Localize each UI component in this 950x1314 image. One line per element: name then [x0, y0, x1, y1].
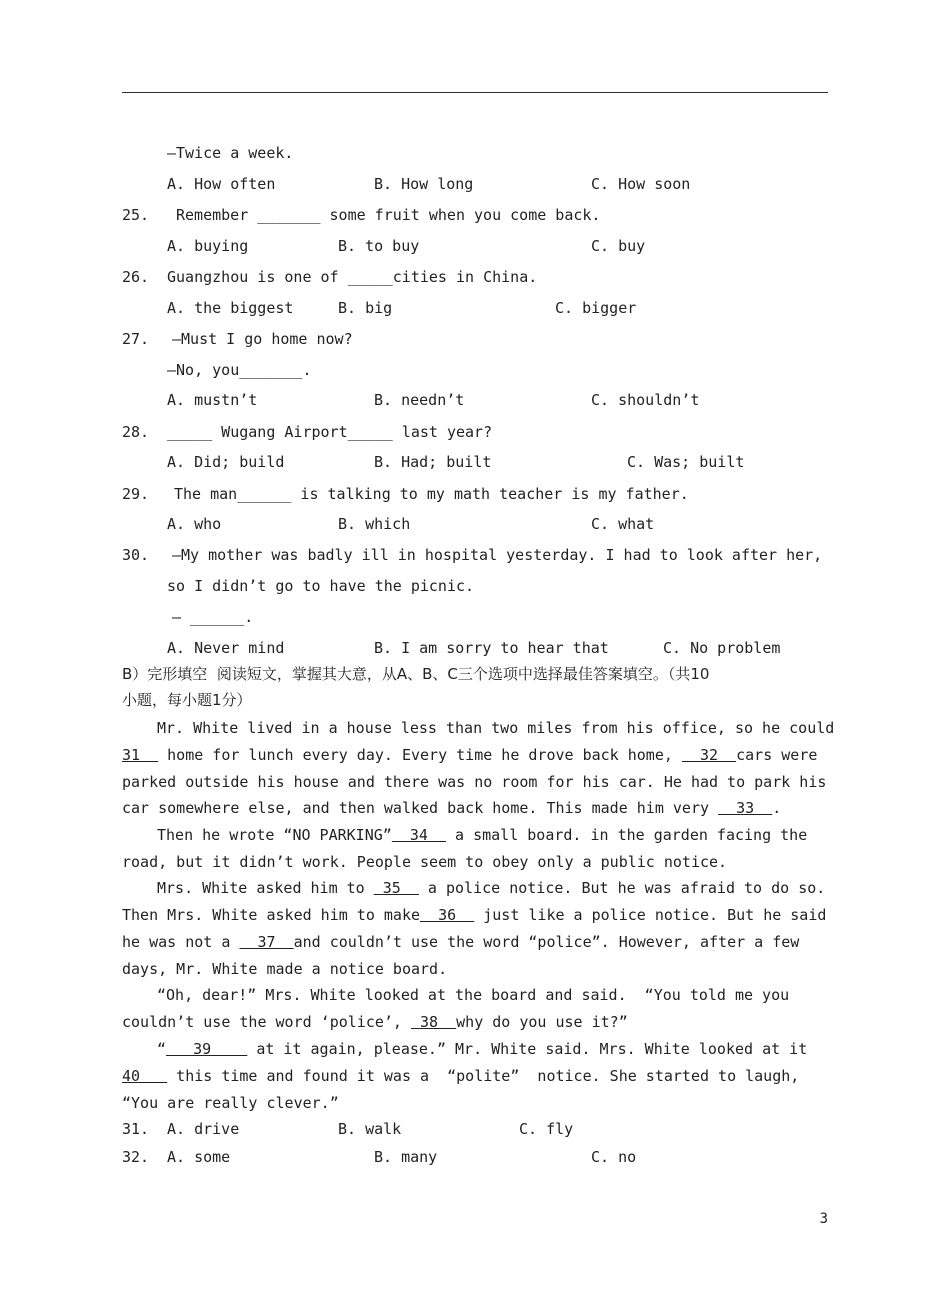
q25-number: 25.: [122, 206, 150, 224]
q25-option-c: C. buy: [591, 237, 646, 255]
q31-option-a: A. drive: [167, 1120, 240, 1138]
q27-option-a: A. mustn’t: [167, 391, 258, 409]
q30-option-c: C. No problem: [663, 639, 781, 657]
passage-p1-line1: Mr. White lived in a house less than two miles from his office, so he could: [157, 719, 835, 737]
q26-option-c: C. bigger: [555, 299, 637, 317]
passage-p3-line4: days, Mr. White made a notice board.: [122, 960, 448, 978]
q25-stem: Remember _______ some fruit when you come back.: [176, 206, 601, 224]
q28-option-b: B. Had; built: [374, 453, 492, 471]
passage-p1-line4: car somewhere else, and then walked back home. This made him very 33 .: [122, 799, 782, 817]
q32-option-c: C. no: [591, 1148, 637, 1166]
q24-answer-line: –Twice a week.: [167, 144, 294, 162]
section-b-instruction-line2: 小题，每小题1分）: [122, 691, 252, 709]
q30-number: 30.: [122, 546, 150, 564]
passage-p5-line3: “You are really clever.”: [122, 1094, 339, 1112]
passage-p4-line1: “Oh, dear!” Mrs. White looked at the board and said. “You told me you: [157, 986, 790, 1004]
blank-40: 40: [122, 1067, 168, 1085]
q27-stem: –Must I go home now?: [172, 330, 353, 348]
q24-option-b: B. How long: [374, 175, 474, 193]
q26-option-a: A. the biggest: [167, 299, 294, 317]
page-number: 3: [819, 1211, 828, 1227]
q32-number: 32.: [122, 1148, 150, 1166]
blank-39: 39: [166, 1040, 248, 1058]
passage-p4-line2: couldn’t use the word ‘police’, 38 why do you use it?”: [122, 1013, 628, 1031]
passage-p2-line2: road, but it didn’t work. People seem to obey only a public notice.: [122, 853, 728, 871]
q29-option-a: A. who: [167, 515, 222, 533]
q25-option-b: B. to buy: [338, 237, 420, 255]
q30-option-a: A. Never mind: [167, 639, 285, 657]
passage-p5-line1: “ 39 at it again, please.” Mr. White said. Mrs. White looked at it: [157, 1040, 808, 1058]
q31-option-b: B. walk: [338, 1120, 402, 1138]
blank-36: 36: [420, 906, 475, 924]
q26-stem: Guangzhou is one of _____cities in China.: [167, 268, 538, 286]
q24-option-c: C. How soon: [591, 175, 691, 193]
blank-38: 38: [410, 1013, 457, 1031]
q28-option-c: C. Was; built: [627, 453, 745, 471]
passage-p1-line3: parked outside his house and there was no room for his car. He had to park his: [122, 773, 827, 791]
q30-stem: –My mother was badly ill in hospital yesterday. I had to look after her,: [172, 546, 823, 564]
q26-number: 26.: [122, 268, 150, 286]
q27-option-c: C. shouldn’t: [591, 391, 700, 409]
q30-stem-line2: so I didn’t go to have the picnic.: [167, 577, 475, 595]
q29-number: 29.: [122, 485, 150, 503]
q27-number: 27.: [122, 330, 150, 348]
q31-option-c: C. fly: [519, 1120, 574, 1138]
q32-option-b: B. many: [374, 1148, 438, 1166]
passage-p3-line3: he was not a 37 and couldn’t use the word “police”. However, after a few: [122, 933, 800, 951]
blank-33: 33: [718, 799, 773, 817]
passage-p3-line1: Mrs. White asked him to 35 a police notice. But he was afraid to do so.: [157, 879, 826, 897]
section-b-instruction: B）完形填空 阅读短文，掌握其大意，从A、B、C三个选项中选择最佳答案填空。（共10: [122, 665, 710, 683]
header-rule: [122, 92, 828, 93]
q31-number: 31.: [122, 1120, 150, 1138]
passage-p1-line2: 31 home for lunch every day. Every time he drove back home, 32 cars were: [122, 746, 818, 764]
q29-option-b: B. which: [338, 515, 411, 533]
blank-34: 34: [391, 826, 446, 844]
passage-p5-line2: 40 this time and found it was a “polite” notice. She started to laugh,: [122, 1067, 800, 1085]
blank-37: 37: [239, 933, 294, 951]
q29-stem: The man______ is talking to my math teacher is my father.: [174, 485, 689, 503]
q27-option-b: B. needn’t: [374, 391, 465, 409]
q28-option-a: A. Did; build: [167, 453, 285, 471]
passage-p2-line1: Then he wrote “NO PARKING” 34 a small board. in the garden facing the: [157, 826, 808, 844]
q32-option-a: A. some: [167, 1148, 231, 1166]
q30-option-b: B. I am sorry to hear that: [374, 639, 609, 657]
q28-number: 28.: [122, 423, 150, 441]
q27-reply: –No, you_______.: [167, 361, 312, 379]
q26-option-b: B. big: [338, 299, 393, 317]
blank-31: 31: [122, 746, 159, 764]
q24-option-a: A. How often: [167, 175, 276, 193]
blank-35: 35: [373, 879, 419, 897]
blank-32: 32: [681, 746, 737, 764]
q28-stem: _____ Wugang Airport_____ last year?: [167, 423, 493, 441]
q25-option-a: A. buying: [167, 237, 249, 255]
q30-reply: – ______.: [172, 608, 254, 626]
q29-option-c: C. what: [591, 515, 655, 533]
passage-p3-line2: Then Mrs. White asked him to make 36 just like a police notice. But he said: [122, 906, 827, 924]
